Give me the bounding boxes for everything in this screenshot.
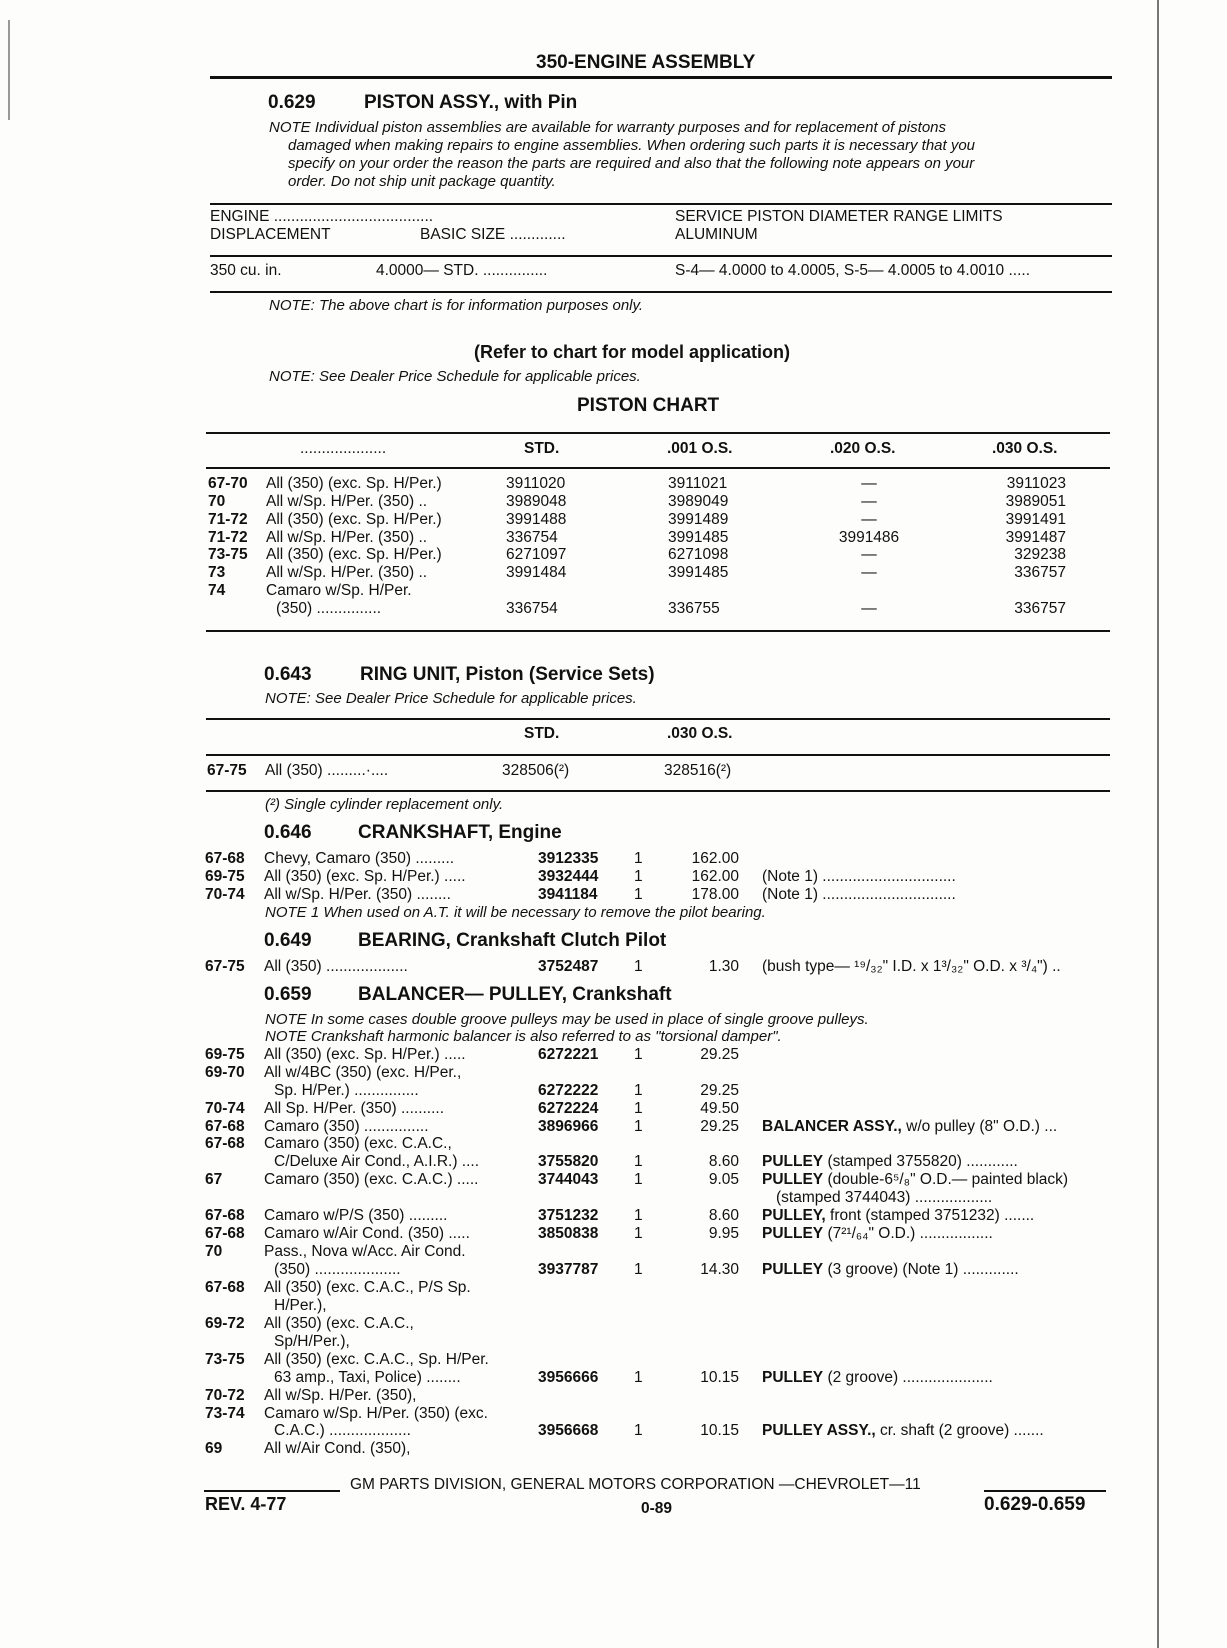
col-std: STD. xyxy=(524,440,560,457)
note-line: NOTE Individual piston assemblies are available for warranty purposes and for replacement of pistons xyxy=(269,119,947,136)
part-number-020-os: — xyxy=(861,564,877,581)
remark: (bush type— ¹⁹/₃₂" I.D. x 1³/₃₂" O.D. x ³/₄") .. xyxy=(762,958,1061,975)
part-number-std: 6271097 xyxy=(506,546,567,563)
quantity: 1 xyxy=(634,1261,643,1278)
group-range: 0.629-0.659 xyxy=(984,1494,1086,1515)
part-number: 6272221 xyxy=(538,1046,599,1063)
remark-detail: (2 groove) ..................... xyxy=(823,1369,993,1386)
part-number-030-os: 3991487 xyxy=(1005,529,1066,546)
part-number: 3896966 xyxy=(538,1118,599,1135)
remark-part-name: PULLEY ASSY., xyxy=(762,1422,876,1439)
quantity: 1 xyxy=(634,958,643,975)
page-edge xyxy=(1157,0,1159,1648)
remark-detail: front (stamped 3751232) ....... xyxy=(825,1207,1035,1224)
quantity: 1 xyxy=(634,1369,643,1386)
col-displacement: DISPLACEMENT xyxy=(210,226,331,243)
application: Camaro w/P/S (350) ......... xyxy=(264,1207,448,1224)
note-line: specify on your order the reason the parts are required and also that the following note appears on your xyxy=(288,155,975,172)
application: All w/4BC (350) (exc. H/Per., xyxy=(264,1064,462,1081)
application: All Sp. H/Per. (350) .......... xyxy=(264,1100,445,1117)
application: All (350) .........·.... xyxy=(265,762,389,779)
basic-size-value: 4.0000— STD. ............... xyxy=(376,262,548,279)
part-number: 3850838 xyxy=(538,1225,599,1242)
remark xyxy=(762,1207,1034,1225)
remark-detail: (double-6⁵/₈" O.D.— painted black) xyxy=(823,1171,1069,1188)
remark-part-name: PULLEY xyxy=(762,1171,824,1188)
application: All (350) (exc. Sp. H/Per.) xyxy=(266,475,442,492)
note-line: NOTE Crankshaft harmonic balancer is also referred to as "torsional damper". xyxy=(265,1028,782,1045)
application: All (350) (exc. C.A.C., Sp. H/Per. xyxy=(264,1351,489,1368)
quantity: 1 xyxy=(634,1153,643,1170)
part-number: 3912335 xyxy=(538,850,599,867)
remark: (Note 1) ............................... xyxy=(762,868,956,885)
remark-part-name: PULLEY, xyxy=(762,1207,826,1224)
table-rule xyxy=(210,291,1112,293)
price: 29.25 xyxy=(700,1118,739,1135)
part-number-001-os: 3991489 xyxy=(668,511,729,528)
remark-detail: (stamped 3744043) .................. xyxy=(776,1189,993,1206)
model-year: 67-75 xyxy=(205,958,245,975)
section-title: PISTON ASSY., with Pin xyxy=(364,92,578,113)
chart-note: NOTE: The above chart is for information purposes only. xyxy=(269,297,644,314)
part-number-std: 3991488 xyxy=(506,511,567,528)
application: Camaro w/Air Cond. (350) ..... xyxy=(264,1225,470,1242)
section-number: 0.649 xyxy=(264,930,312,951)
remark xyxy=(762,1422,1044,1440)
remark-detail: (7²¹/₆₄" O.D.) ................. xyxy=(823,1225,993,1242)
page-title: 350-ENGINE ASSEMBLY xyxy=(536,52,756,73)
remark xyxy=(762,1261,1019,1279)
price: 9.05 xyxy=(708,1171,739,1188)
remark xyxy=(762,1171,1068,1189)
remark-detail: cr. shaft (2 groove) ....... xyxy=(875,1422,1044,1439)
application: All (350) (exc. Sp. H/Per.) ..... xyxy=(264,868,466,885)
price: 10.15 xyxy=(700,1369,739,1386)
part-number: 3751232 xyxy=(538,1207,599,1224)
application: Sp/H/Per.), xyxy=(274,1333,350,1350)
model-year: 67-68 xyxy=(205,1118,245,1135)
footer-rule-left xyxy=(204,1490,340,1492)
section-title: CRANKSHAFT, Engine xyxy=(358,822,562,843)
table-rule xyxy=(210,203,1112,205)
part-number-020-os: 3991486 xyxy=(838,529,900,546)
model-year: 67-68 xyxy=(205,1135,245,1152)
price: 49.50 xyxy=(700,1100,739,1117)
application: (350) .................... xyxy=(274,1261,401,1278)
part-number-030-os: 329238 xyxy=(1014,546,1066,563)
application: All (350) (exc. C.A.C., xyxy=(264,1315,414,1332)
model-year: 67-68 xyxy=(205,1225,245,1242)
application: All w/Sp. H/Per. (350) ........ xyxy=(264,886,451,903)
remark xyxy=(762,1118,1057,1136)
col-service: SERVICE PISTON DIAMETER RANGE LIMITS xyxy=(675,208,1003,225)
price-note: NOTE: See Dealer Price Schedule for applicable prices. xyxy=(265,690,637,707)
col-020-os: .020 O.S. xyxy=(830,440,896,457)
application: Camaro (350) (exc. C.A.C.) ..... xyxy=(264,1171,479,1188)
refer-heading: (Refer to chart for model application) xyxy=(474,342,791,362)
col-aluminum: ALUMINUM xyxy=(675,226,758,243)
part-number-030-os: 3911023 xyxy=(1006,475,1066,492)
table-rule xyxy=(206,754,1110,756)
quantity: 1 xyxy=(634,1422,643,1439)
model-year: 67-68 xyxy=(205,1207,245,1224)
revision: REV. 4-77 xyxy=(205,1494,287,1514)
application: Camaro (350) ............... xyxy=(264,1118,429,1135)
application: (350) ............... xyxy=(276,600,382,617)
part-number-030-os: 328516(²) xyxy=(664,762,732,779)
part-number-020-os: — xyxy=(861,493,877,510)
price: 178.00 xyxy=(691,886,739,903)
price: 162.00 xyxy=(691,850,739,867)
note-1: NOTE 1 When used on A.T. it will be necessary to remove the pilot bearing. xyxy=(265,904,766,921)
col-030-os: .030 O.S. xyxy=(992,440,1058,457)
application: C/Deluxe Air Cond., A.I.R.) .... xyxy=(274,1153,480,1170)
quantity: 1 xyxy=(634,1225,643,1242)
col-030-os: .030 O.S. xyxy=(667,725,733,742)
header-dots: .................... xyxy=(300,440,387,457)
application: H/Per.), xyxy=(274,1297,327,1314)
table-rule xyxy=(210,255,1112,257)
application: All w/Sp. H/Per. (350) .. xyxy=(266,529,428,546)
model-year: 70 xyxy=(208,493,226,510)
price: 9.95 xyxy=(708,1225,739,1242)
header-rule xyxy=(210,76,1112,79)
section-number: 0.646 xyxy=(264,822,312,843)
model-year: 70 xyxy=(205,1243,223,1260)
diameter-limits: S-4— 4.0000 to 4.0005, S-5— 4.0005 to 4.0010 ..... xyxy=(675,262,1031,279)
model-year: 67-70 xyxy=(208,475,248,492)
price: 10.15 xyxy=(700,1422,739,1439)
part-number-001-os: 3911021 xyxy=(668,475,728,492)
model-year: 71-72 xyxy=(208,529,248,546)
application: C.A.C.) ................... xyxy=(274,1422,411,1439)
note-line: damaged when making repairs to engine assemblies. When ordering such parts it is necessary that you xyxy=(288,137,976,154)
application: All (350) (exc. Sp. H/Per.) xyxy=(266,511,442,528)
model-year: 67-75 xyxy=(207,762,247,779)
model-year: 69 xyxy=(205,1440,223,1457)
quantity: 1 xyxy=(634,1171,643,1188)
part-number-001-os: 3991485 xyxy=(668,529,729,546)
model-year: 70-74 xyxy=(205,1100,245,1117)
remark xyxy=(776,1189,992,1207)
table-rule xyxy=(206,630,1110,632)
price: 29.25 xyxy=(700,1046,739,1063)
model-year: 70-74 xyxy=(205,886,245,903)
model-year: 73 xyxy=(208,564,226,581)
part-number: 3752487 xyxy=(538,958,599,975)
price-note: NOTE: See Dealer Price Schedule for applicable prices. xyxy=(269,368,641,385)
quantity: 1 xyxy=(634,886,643,903)
application: All (350) ................... xyxy=(264,958,408,975)
quantity: 1 xyxy=(634,850,643,867)
section-number: 0.629 xyxy=(268,92,316,113)
remark xyxy=(762,1369,993,1387)
part-number-std: 336754 xyxy=(506,529,558,546)
part-number-std: 328506(²) xyxy=(502,762,570,779)
application: 63 amp., Taxi, Police) ........ xyxy=(274,1369,461,1386)
section-number: 0.659 xyxy=(264,984,312,1005)
footer-rule-right xyxy=(984,1490,1106,1492)
application: All (350) (exc. Sp. H/Per.) xyxy=(266,546,442,563)
part-number: 6272222 xyxy=(538,1082,599,1099)
remark xyxy=(762,1225,993,1243)
part-number-001-os: 3989049 xyxy=(668,493,729,510)
footnote: (²) Single cylinder replacement only. xyxy=(265,796,504,813)
remark-part-name: PULLEY xyxy=(762,1369,824,1386)
part-number: 3937787 xyxy=(538,1261,599,1278)
table-rule xyxy=(206,467,1110,469)
application: All (350) (exc. Sp. H/Per.) ..... xyxy=(264,1046,466,1063)
model-year: 71-72 xyxy=(208,511,248,528)
remark-part-name: PULLEY xyxy=(762,1261,824,1278)
section-title: RING UNIT, Piston (Service Sets) xyxy=(360,664,655,685)
part-number: 3941184 xyxy=(538,886,598,903)
application: All w/Sp. H/Per. (350) .. xyxy=(266,493,428,510)
footer-publisher: GM PARTS DIVISION, GENERAL MOTORS CORPORATION —CHEVROLET—11 xyxy=(350,1476,921,1493)
part-number-std: 3989048 xyxy=(506,493,567,510)
remark-part-name: PULLEY xyxy=(762,1225,824,1242)
model-year: 67-68 xyxy=(205,850,245,867)
col-001-os: .001 O.S. xyxy=(667,440,733,457)
remark xyxy=(762,1153,1018,1171)
price: 14.30 xyxy=(700,1261,739,1278)
part-number-std: 3991484 xyxy=(506,564,567,581)
part-number-001-os: 3991485 xyxy=(668,564,729,581)
application: All w/Sp. H/Per. (350), xyxy=(264,1387,417,1404)
section-title: BEARING, Crankshaft Clutch Pilot xyxy=(358,930,667,951)
price: 1.30 xyxy=(708,958,739,975)
application: All w/Air Cond. (350), xyxy=(264,1440,411,1457)
part-number-030-os: 3991491 xyxy=(1005,511,1066,528)
model-year: 69-75 xyxy=(205,1046,245,1063)
price: 162.00 xyxy=(691,868,739,885)
note-line: NOTE In some cases double groove pulleys may be used in place of single groove pulleys. xyxy=(265,1011,869,1028)
part-number: 3932444 xyxy=(538,868,599,885)
part-number-030-os: 3989051 xyxy=(1005,493,1066,510)
remark: (Note 1) ............................... xyxy=(762,886,956,903)
quantity: 1 xyxy=(634,1207,643,1224)
price: 29.25 xyxy=(700,1082,739,1099)
quantity: 1 xyxy=(634,868,643,885)
note-line: order. Do not ship unit package quantity. xyxy=(288,173,556,190)
part-number: 3744043 xyxy=(538,1171,599,1188)
quantity: 1 xyxy=(634,1082,643,1099)
application: Chevy, Camaro (350) ......... xyxy=(264,850,455,867)
model-year: 74 xyxy=(208,582,226,599)
part-number-020-os: — xyxy=(861,475,877,492)
part-number-030-os: 336757 xyxy=(1014,564,1066,581)
quantity: 1 xyxy=(634,1100,643,1117)
displacement-value: 350 cu. in. xyxy=(210,262,282,279)
table-rule xyxy=(206,790,1110,792)
price: 8.60 xyxy=(708,1207,739,1224)
application: Camaro w/Sp. H/Per. (350) (exc. xyxy=(264,1405,488,1422)
page-edge xyxy=(8,20,10,120)
col-engine: ENGINE ..................................... xyxy=(210,208,434,225)
table-rule xyxy=(206,718,1110,720)
part-number: 6272224 xyxy=(538,1100,599,1117)
price: 8.60 xyxy=(708,1153,739,1170)
model-year: 67-68 xyxy=(205,1279,245,1296)
quantity: 1 xyxy=(634,1118,643,1135)
section-number: 0.643 xyxy=(264,664,312,685)
model-year: 69-70 xyxy=(205,1064,245,1081)
piston-chart-title: PISTON CHART xyxy=(577,395,720,416)
col-basic-size: BASIC SIZE ............. xyxy=(420,226,566,243)
application: Camaro w/Sp. H/Per. xyxy=(266,582,412,599)
section-title: BALANCER— PULLEY, Crankshaft xyxy=(358,984,672,1005)
model-year: 73-74 xyxy=(205,1405,245,1422)
quantity: 1 xyxy=(634,1046,643,1063)
part-number-001-os: 336755 xyxy=(668,600,720,617)
remark-part-name: BALANCER ASSY., xyxy=(762,1118,902,1135)
application: Sp. H/Per.) ............... xyxy=(274,1082,419,1099)
part-number-020-os: — xyxy=(861,546,877,563)
application: Camaro (350) (exc. C.A.C., xyxy=(264,1135,452,1152)
remark-detail: w/o pulley (8" O.D.) ... xyxy=(901,1118,1058,1135)
part-number-std: 3911020 xyxy=(506,475,566,492)
part-number: 3956666 xyxy=(538,1369,599,1386)
remark-detail: (3 groove) (Note 1) ............. xyxy=(823,1261,1019,1278)
part-number-030-os: 336757 xyxy=(1014,600,1066,617)
model-year: 73-75 xyxy=(205,1351,245,1368)
remark-detail: (stamped 3755820) ............ xyxy=(823,1153,1018,1170)
col-std: STD. xyxy=(524,725,560,742)
part-number: 3956668 xyxy=(538,1422,599,1439)
application: All w/Sp. H/Per. (350) .. xyxy=(266,564,428,581)
application: All (350) (exc. C.A.C., P/S Sp. xyxy=(264,1279,471,1296)
application: Pass., Nova w/Acc. Air Cond. xyxy=(264,1243,466,1260)
part-number-std: 336754 xyxy=(506,600,558,617)
model-year: 73-75 xyxy=(208,546,248,563)
remark-part-name: PULLEY xyxy=(762,1153,824,1170)
model-year: 69-72 xyxy=(205,1315,245,1332)
part-number-020-os: — xyxy=(861,600,877,617)
part-number-020-os: — xyxy=(861,511,877,528)
model-year: 67 xyxy=(205,1171,223,1188)
model-year: 69-75 xyxy=(205,868,245,885)
part-number-001-os: 6271098 xyxy=(668,546,729,563)
model-year: 70-72 xyxy=(205,1387,245,1404)
page-number: 0-89 xyxy=(641,1500,673,1517)
table-rule xyxy=(206,432,1110,434)
part-number: 3755820 xyxy=(538,1153,599,1170)
